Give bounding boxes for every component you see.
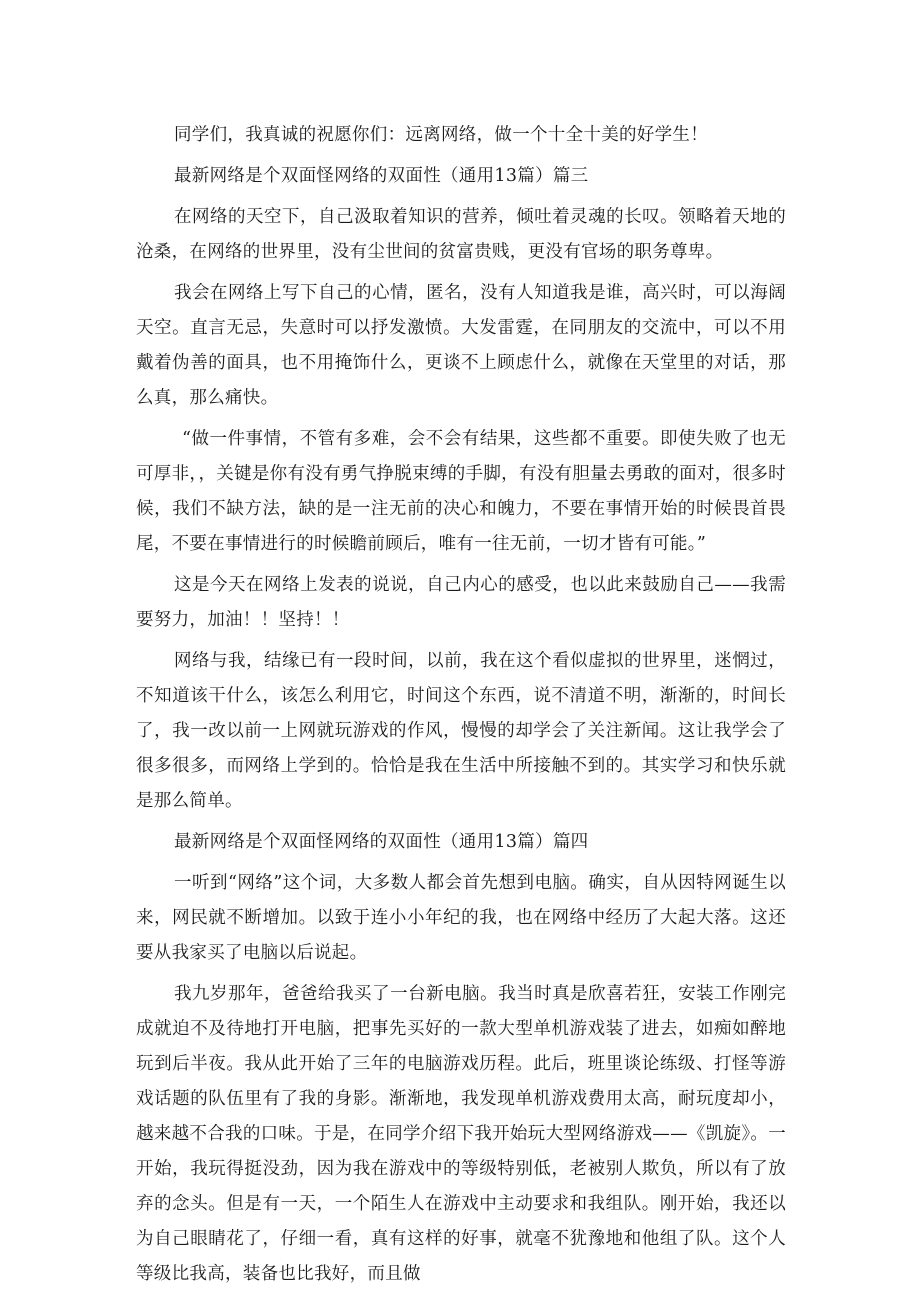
paragraph: 在网络的天空下，自己汲取着知识的营养，倾吐着灵魂的长叹。领略着天地的沧桑，在网络的世界里，没有尘世间的贫富贵贱，更没有官场的职务尊卑。 [136,207,786,262]
quote-paragraph: “做一件事情，不管有多难，会不会有结果，这些都不重要。即使失败了也无可厚非，，关键是你有没有勇气挣脱束缚的手脚，有没有胆量去勇敢的面对，很多时候，我们不缺方法，缺的是一注无前的决心和魄力，不要在事情开始的时候畏首畏尾，不要在事情进行的时候瞻前顾后，唯有一往无前，一切才皆有可能。” [136,429,786,554]
paragraph: 网络与我，结缘已有一段时间，以前，我在这个看似虚拟的世界里，迷惘过，不知道该干什么，该怎么利用它，时间这个东西，说不清道不明，渐渐的，时间长了，我一改以前一上网就玩游戏的作风，慢慢的却学会了关注新闻。这让我学会了很多很多，而网络上学到的。恰恰是我在生活中所接触不到的。其实学习和快乐就是那么简单。 [136,651,786,811]
document-body [136,118,786,1298]
section-heading: 最新网络是个双面怪网络的双面性（通用13篇）篇三 [174,166,589,186]
paragraph: 这是今天在网络上发表的说说，自己内心的感受，也以此来鼓励自己——我需要努力，加油！！坚持！！ [136,575,786,630]
paragraph: 我九岁那年，爸爸给我买了一台新电脑。我当时真是欣喜若狂，安装工作刚完成就迫不及待地打开电脑，把事先买好的一款大型单机游戏装了进去，如痴如醉地玩到后半夜。我从此开始了三年的电脑游戏历程。此后，班里谈论练级、打怪等游戏话题的队伍里有了我的身影。渐渐地，我发现单机游戏费用太高，耐玩度却小，越来越不合我的口味。于是，在同学介绍下我开始玩大型网络游戏——《凯旋》。一开始，我玩得挺没劲，因为我在游戏中的等级特别低，老被别人欺负，所以有了放弃的念头。但是有一天，一个陌生人在游戏中主动要求和我组队。刚开始，我还以为自己眼睛花了，仔细一看，真有这样的好事，就毫不犹豫地和他组了队。这个人等级比我高，装备也比我好，而且做 [136,984,786,1284]
paragraph: 同学们，我真诚的祝愿你们：远离网络，做一个十全十美的好学生！ [174,125,708,145]
paragraph: 我会在网络上写下自己的心情，匿名，没有人知道我是谁，高兴时，可以海阔天空。直言无忌，失意时可以抒发激愤。大发雷霆，在同朋友的交流中，可以不用戴着伪善的面具，也不用掩饰什么，更谈不上顾虑什么，就像在天堂里的对话，那么真，那么痛快。 [136,283,786,408]
paragraph: 一听到“网络”这个词，大多数人都会首先想到电脑。确实，自从因特网诞生以来，网民就不断增加。以致于连小小年纪的我，也在网络中经历了大起大落。这还要从我家买了电脑以后说起。 [136,873,786,963]
section-heading: 最新网络是个双面怪网络的双面性（通用13篇）篇四 [174,832,589,852]
